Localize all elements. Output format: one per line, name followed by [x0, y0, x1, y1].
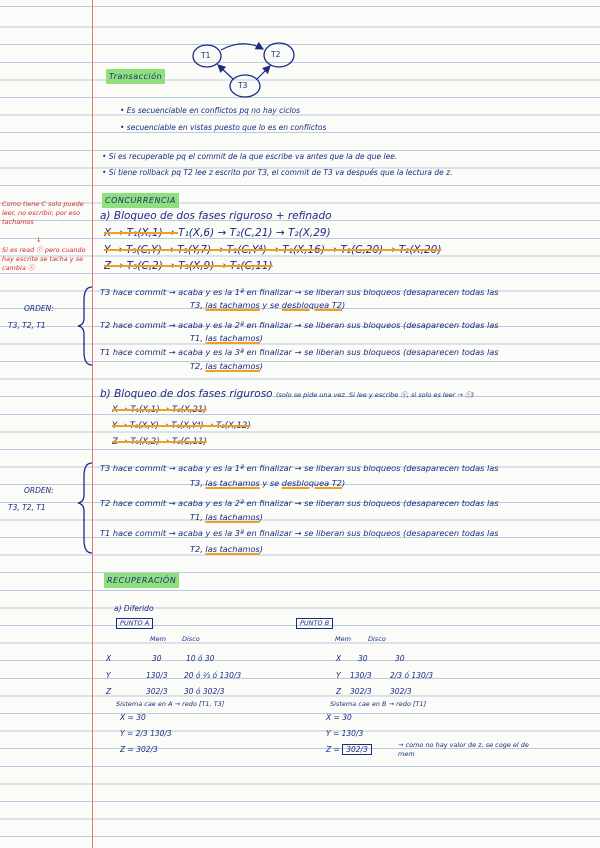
b-t1-ul: las tachamos: [205, 544, 260, 554]
order-label-b: ORDEN:: [24, 486, 54, 495]
b-row-z: Z → T₃(X,2) → T₂(C,11): [112, 437, 207, 447]
result-b-y: Y = 130/3: [326, 729, 364, 738]
result-a-x: X = 30: [120, 713, 146, 722]
node-t3-label: T3: [238, 81, 248, 90]
col-disco-a: Disco: [182, 635, 200, 643]
table-b-var-z: Z: [336, 687, 342, 696]
bullet-1: • Es secuenciable en conflictos pq no hay ciclos: [120, 106, 301, 115]
a-t3-mid: y se: [259, 300, 282, 310]
b-row-x: X → T₁(X,1) → T₂(X,21): [112, 405, 207, 415]
result-b-note: → como no hay valor de z, se coge el de mem: [398, 741, 529, 758]
a-commit-t1: T1 hace commit → acaba y es la 3ª en finalizar → se liberan sus bloqueos (desaparecen todas las: [100, 347, 499, 357]
a-commit-t2-detail: [190, 333, 263, 343]
table-a-disco-z: 30 ó 302/3: [184, 687, 225, 696]
section-title-transaccion: Transacción: [106, 69, 165, 84]
edge-t3-t2: [257, 66, 270, 79]
order-value-b: T3, T2, T1: [8, 503, 46, 512]
b-t1-post: ): [259, 544, 263, 554]
a-t3-ul2: desbloquea T2: [281, 300, 342, 310]
row-x-struck: X → T₁(X,1) →: [104, 227, 179, 239]
order-value-a: T3, T2, T1: [8, 321, 46, 330]
a-t1-post: ): [259, 361, 263, 371]
table-b-var-x: X: [336, 654, 342, 663]
table-a-mem-x: 30: [152, 654, 162, 663]
caida-a: Sistema cae en A → redo [T1, T3]: [116, 700, 225, 708]
node-t2-label: T2: [271, 50, 281, 59]
b-commit-t3-detail: [190, 478, 345, 488]
part-b-title-text: b) Bloqueo de dos fases riguroso: [100, 388, 273, 400]
b-t3-post: ): [342, 478, 346, 488]
a-t1-ul: las tachamos: [205, 361, 260, 371]
b-row-y: Y → T₃(X,Y) → T₁(X,Y⁴) → T₂(X,12): [112, 421, 251, 431]
punto-b-label: PUNTO B: [296, 618, 333, 629]
result-a-y: Y = 2/3 130/3: [120, 729, 172, 738]
a-commit-t3-detail: [190, 300, 345, 310]
col-disco-b: Disco: [368, 635, 386, 643]
b-commit-t3: T3 hace commit → acaba y es la 1ª en finalizar → se liberan sus bloqueos (desaparecen todas las: [100, 463, 499, 473]
table-b-mem-x: 30: [358, 654, 368, 663]
result-b-z-pre: Z =: [326, 745, 343, 754]
table-a-disco-x: 10 ó 30: [186, 654, 215, 663]
b-t2-post: ): [259, 512, 263, 522]
bullet-2: • secuenciable en vistas puesto que lo es en conflictos: [120, 123, 327, 132]
section-title-recuperacion: RECUPERACIÓN: [104, 573, 179, 588]
table-b-disco-z: 302/3: [390, 687, 412, 696]
a-commit-t3: T3 hace commit → acaba y es la 1ª en finalizar → se liberan sus bloqueos (desaparecen todas las: [100, 287, 499, 297]
b-t3-ul2: desbloquea T2: [281, 478, 342, 488]
table-b-disco-y: 2/3 ó 130/3: [390, 671, 434, 680]
col-mem-b: Mem: [335, 635, 351, 643]
side-note-read: Si es read ⓒ pero cuando hay escrite se tacha y se cambia ⓧ: [2, 246, 86, 272]
part-b-title: [100, 388, 474, 401]
edge-t3-t1: [218, 65, 233, 79]
b-t2-ul: las tachamos: [205, 512, 260, 522]
result-b-z: [326, 745, 372, 755]
brace-a: [78, 287, 92, 365]
row-y: Y → T₃(C,Y) → T₃(Y,7) → T₁(C,Y⁴) → T₁(X,16) → T₂(C,20) → T₂(X,20): [104, 244, 442, 256]
b-t3-pre: T3,: [190, 478, 206, 488]
b-commit-t2-detail: [190, 512, 263, 522]
part-b-note: (solo se pide una vez. Si lee y escribe ⓧ, si solo es leer → ⓒ): [275, 391, 475, 399]
part-a-title: a) Bloqueo de dos fases riguroso + refinado: [100, 210, 332, 222]
a-t3-pre: T3,: [190, 300, 206, 310]
side-note-c: Como tiene C solo puede leer, no escribir, por eso tachamos: [2, 200, 84, 226]
b-t1-pre: T2,: [190, 544, 206, 554]
recoverable-line: • Si es recuperable pq el commit de la que escribe va antes que la de que lee.: [102, 152, 398, 161]
a-t1-pre: T2,: [190, 361, 206, 371]
a-commit-t1-detail: [190, 361, 263, 371]
caida-b: Sistema cae en B → redo [T1]: [330, 700, 427, 708]
b-t3-mid: y se: [259, 478, 282, 488]
side-note-arrow: ↓: [36, 236, 42, 244]
rollback-line: • Si tiene rollback pq T2 lee z escrito por T3, el commit de T3 va después que la lectura de z.: [102, 168, 453, 177]
b-commit-t2: T2 hace commit → acaba y es la 2ª en finalizar → se liberan sus bloqueos (desaparecen todas las: [100, 498, 499, 508]
row-x: [104, 227, 331, 240]
table-a-var-x: X: [106, 654, 112, 663]
node-t1-label: T1: [201, 51, 211, 60]
punto-a-label: PUNTO A: [116, 618, 153, 629]
result-b-z-box: 302/3: [342, 744, 372, 755]
brace-b: [78, 463, 92, 553]
a-t3-post: ): [342, 300, 346, 310]
section-title-concurrencia: CONCURRENCIA: [102, 193, 179, 208]
a-t2-post: ): [259, 333, 263, 343]
b-commit-t1: T1 hace commit → acaba y es la 3ª en finalizar → se liberan sus bloqueos (desaparecen todas las: [100, 528, 499, 538]
table-b-var-y: Y: [336, 671, 341, 680]
table-a-mem-y: 130/3: [146, 671, 168, 680]
result-b-x: X = 30: [326, 713, 352, 722]
a-t2-ul: las tachamos: [205, 333, 260, 343]
order-label-a: ORDEN:: [24, 304, 54, 313]
edge-t1-t2: [221, 44, 263, 50]
row-x-rest: T₁(X,6) → T₂(C,21) → T₂(X,29): [178, 227, 331, 239]
b-commit-t1-detail: [190, 544, 263, 554]
table-a-var-z: Z: [106, 687, 112, 696]
table-b-mem-y: 130/3: [350, 671, 372, 680]
table-a-disco-y: 20 ó ²⁄₃ ó 130/3: [184, 671, 242, 680]
part-a-diferido: a) Diferido: [114, 604, 154, 613]
table-b-mem-z: 302/3: [350, 687, 372, 696]
b-t3-ul: las tachamos: [205, 478, 260, 488]
row-z: Z → T₃(C,2) → T₃(X,9) → T₂(C,11): [104, 260, 273, 272]
table-a-mem-z: 302/3: [146, 687, 168, 696]
a-t3-ul: las tachamos: [205, 300, 260, 310]
b-t2-pre: T1,: [190, 512, 206, 522]
result-a-z: Z = 302/3: [120, 745, 158, 754]
a-t2-pre: T1,: [190, 333, 206, 343]
table-b-disco-x: 30: [395, 654, 405, 663]
a-commit-t2: T2 hace commit → acaba y es la 2ª en finalizar → se liberan sus bloqueos (desaparecen todas las: [100, 320, 499, 330]
table-a-var-y: Y: [106, 671, 111, 680]
col-mem-a: Mem: [150, 635, 166, 643]
